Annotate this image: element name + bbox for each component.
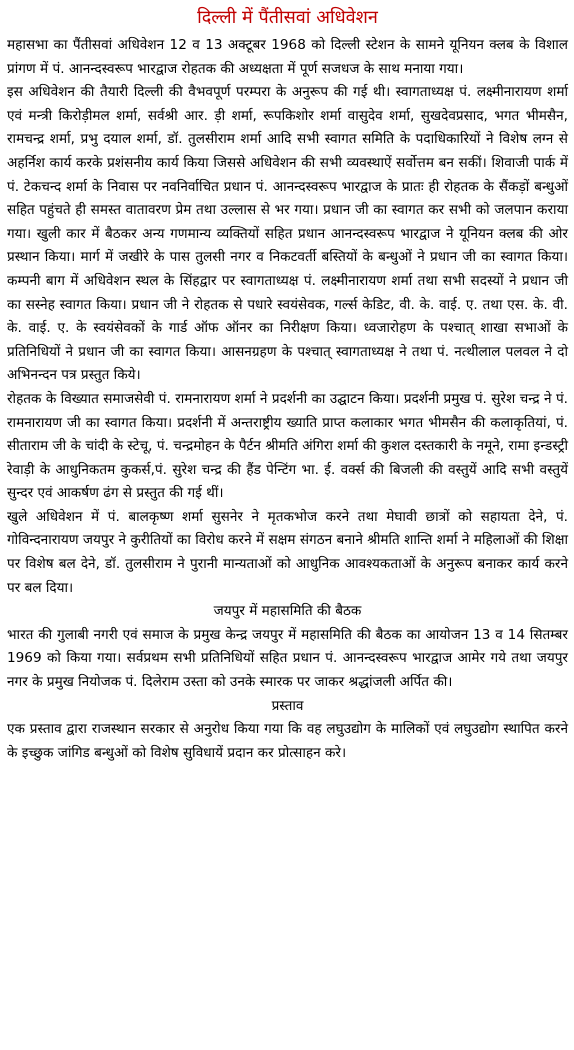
page-title: दिल्ली में पैंतीसवां अधिवेशन [197, 7, 378, 28]
paragraph-resolution: एक प्रस्ताव द्वारा राजस्थान सरकार से अनुरोध किया गया कि वह लघुउद्योग के मालिकों एवं लघुउद्योग स्थापित करने के इच्छुक जांगिड बन्धुओं को विशेष सुविधायें प्रदान कर प्रोत्साहन करे। [7, 721, 568, 761]
paragraph-jaipur-meeting: भारत की गुलाबी नगरी एवं समाज के प्रमुख केन्द्र जयपुर में महासमिति की बैठक का आयोजन 13 व 14 सितम्बर 1969 को किया गया। सर्वप्रथम सभी प्रतिनिधियों सहित प्रधान पं. आनन्दस्वरूप भारद्वाज आमेर गये तथा जयपुर नगर के प्रमुख नियोजक पं. दिलेराम उस्ता को उनके स्मारक पर जाकर श्रद्धांजली अर्पित की। [7, 626, 568, 691]
section-heading-resolution: प्रस्ताव [271, 697, 304, 714]
paragraph-session-preparation: इस अधिवेशन की तैयारी दिल्ली की वैभवपूर्ण परम्परा के अनुरूप की गई थी। स्वागताध्यक्ष पं. लक्ष्मीनारायण शर्मा एवं मन्त्री किरोड़ीमल शर्मा, सर्वश्री आर. ड़ी शर्मा, रूपकिशोर शर्मा वासुदेव शर्मा, सुखदेवप्रसाद, भगत भीमसैन, रामचन्द्र शर्मा, प्रभु दयाल शर्मा, डॉ. तुलसीराम शर्मा आदि सभी स्वागत समिति के पदाधिकारियों ने विशेष लग्न से अहर्निश कार्य करके प्रशंसनीय कार्य किया जिससे अधिवेशन की सभी व्यवस्थाऐं सर्वोत्तम बन सकीं। शिवाजी पार्क में पं. टेकचन्द शर्मा के निवास पर नवनिर्वाचित प्रधान पं. आनन्दस्वरूप भारद्वाज के प्रातः ही रोहतक के सैंकड़ों बन्धुओं सहित पहुंचते ही समस्त वातावरण प्रेम तथा उल्लास से भर गया। प्रधान जी का स्वागत कर सभी को जलपान कराया गया। खुली कार में बैठकर अन्य गणमान्य व्यक्तियों सहित प्रधान आनन्दस्वरूप भारद्वाज ने यूनियन क्लब की ओर प्रस्थान किया। मार्ग में जखीरे के पास तुलसी नगर व निकटवर्ती बस्तियों के बन्धुओं ने प्रधान जी का स्वागत किया। कम्पनी बाग में अधिवेशन स्थल के सिंहद्वार पर स्वागताध्यक्ष पं. लक्ष्मीनारायण शर्मा तथा सभी सदस्यों ने प्रधान जी का सस्नेह स्वागत किया। प्रधान जी ने रोहतक से पधारे स्वयंसेवक, गर्ल्स केडिट, वी. के. वाई. ए. तथा एस. के. वी. के. वाई. ए. के स्वयंसेवकों के गार्ड ऑफ ऑनर का निरीक्षण किया। ध्वजारोहण के पश्चात् शाखा सभाओं के प्रतिनिधियों ने प्रधान जी का स्वागत किया। आसनग्रहण के पश्चात् स्वागताध्यक्ष ने तथा पं. नत्थीलाल पलवल ने दो अभिनन्दन पत्र प्रस्तुत किये। [7, 84, 568, 384]
section-heading-jaipur-meeting: जयपुर में महासमिति की बैठक [213, 603, 362, 620]
paragraph-exhibition: रोहतक के विख्यात समाजसेवी पं. रामनारायण शर्मा ने प्रदर्शनी का उद्घाटन किया। प्रदर्शनी प्रमुख पं. सुरेश चन्द्र ने पं. रामनारायण जी का स्वागत किया। प्रदर्शनी में अन्तराष्ट्रीय ख्याति प्राप्त कलाकार भगत भीमसैन की कलाकृतियां, पं. सीताराम जी के चांदी के स्टेचू, पं. चन्द्रमोहन के पैर्टन श्रीमति अंगिरा शर्मा की कुशल दस्तकारी के नमूने, रामा इन्डस्ट्री रेवाड़ी के आधुनिकतम कुकर्स,पं. सुरेश चन्द्र की हैंड पेन्टिंग भा. ई. वर्क्स की बिजली की वस्तुयें आदि सभी वस्तुयें सुन्दर एवं आकर्षण ढंग से प्रस्तुत की गई थीं। [7, 390, 568, 502]
paragraph-open-session: खुले अधिवेशन में पं. बालकृष्ण शर्मा सुसनेर ने मृतकभोज करने तथा मेघावी छात्रों को सहायता देने, पं. गोविन्दनारायण जयपुर ने कुरीतियों का विरोध करने में सक्षम संगठन बनाने श्रीमति शान्ति शर्मा ने महिलाओं की शिक्षा पर विशेष बल देने, डॉ. तुलसीराम ने पुरानी मान्यताओं को आधुनिक आवश्यकताओं के अनुरूप बनाकर कार्य करने पर बल दिया। [7, 508, 568, 596]
paragraph-session-intro: महासभा का पैंतीसवां अधिवेशन 12 व 13 अक्टूबर 1968 को दिल्ली स्टेशन के सामने यूनियन क्लब के विशाल प्रांगण में पं. आनन्दस्वरूप भारद्वाज रोहतक की अध्यक्षता में पूर्ण सजधज के साथ मनाया गया। [7, 37, 568, 77]
